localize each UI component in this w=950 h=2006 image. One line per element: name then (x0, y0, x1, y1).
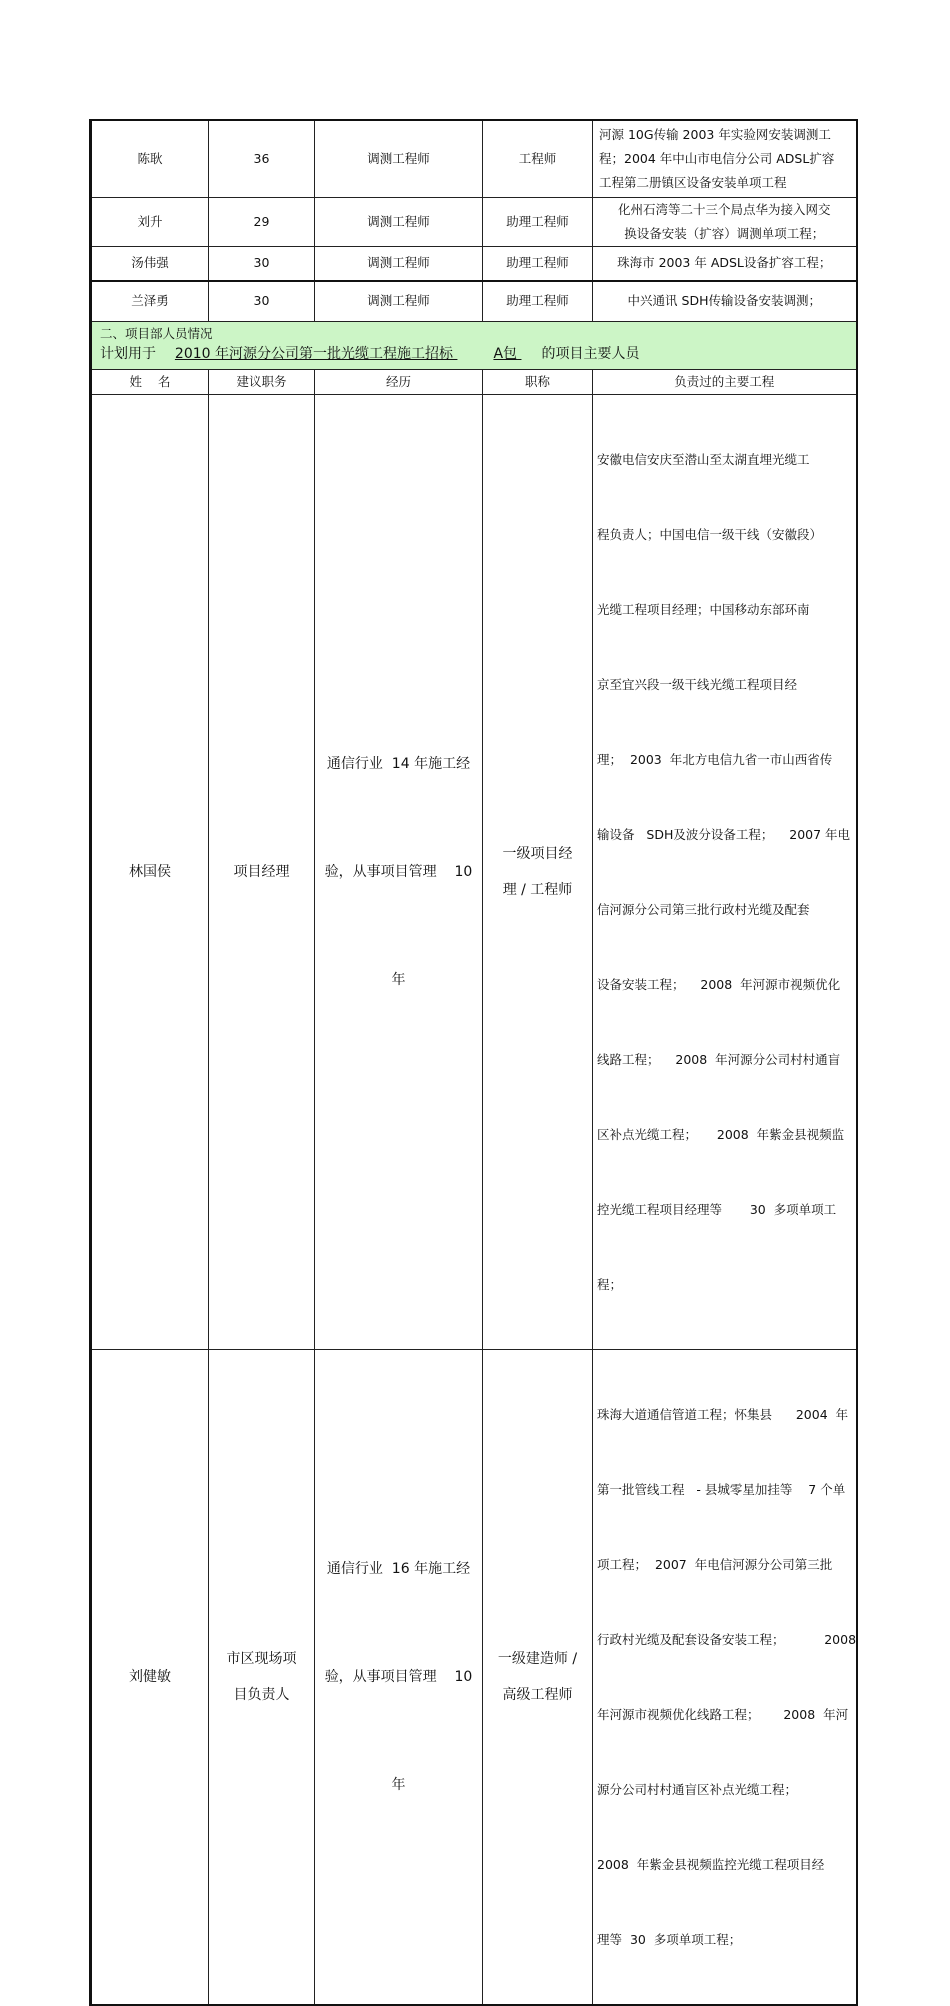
staff-name: 刘升 (91, 197, 209, 246)
role-line: 目负责人 (233, 1686, 290, 1703)
project-line: 行政村光缆及配套设备安装工程； 2008 (597, 1631, 857, 1647)
manager-projects (593, 1349, 857, 2005)
role-line: 项目经理 (233, 863, 290, 880)
experience-line: 年 (391, 971, 406, 988)
section-title: 二、项目部人员情况 (100, 326, 213, 341)
project-line: 年河源市视频优化线路工程； 2008 年河 (597, 1706, 849, 1722)
plan-suffix: 的项目主要人员 (541, 346, 640, 362)
experience-line: 年 (391, 1776, 406, 1793)
manager-experience (315, 394, 483, 1349)
staff-age: 36 (209, 120, 315, 197)
staff-projects (593, 246, 857, 281)
project-line: 设备安装工程； 2008 年河源市视频优化 (597, 976, 841, 992)
project-line: 换设备安装（扩容）调测单项工程； (624, 225, 825, 241)
manager-name: 刘健敏 (91, 1349, 209, 2005)
project-line: 区补点光缆工程； 2008 年紫金县视频监 (597, 1126, 845, 1142)
table-row (91, 281, 857, 321)
header-experience: 经历 (315, 369, 483, 394)
experience-line: 通信行业 16 年施工经 (326, 1560, 471, 1577)
staff-position: 调测工程师 (315, 120, 483, 197)
project-line: 安徽电信安庆至潜山至太湖直埋光缆工 (597, 451, 810, 467)
project-line: 珠海大道通信管道工程；怀集县 2004 年 (597, 1406, 849, 1422)
column-header-row (91, 369, 857, 394)
table-row (91, 197, 857, 246)
project-line: 线路工程； 2008 年河源分公司村村通盲 (597, 1051, 841, 1067)
project-line: 源分公司村村通盲区补点光缆工程； (597, 1781, 798, 1797)
project-line: 程； (597, 1276, 623, 1292)
title-line: 一级建造师 / (497, 1650, 578, 1667)
project-line: 京至宜兴段一级干线光缆工程项目经 (597, 676, 798, 692)
manager-title (483, 394, 593, 1349)
section-header-row (91, 321, 857, 369)
staff-title: 工程师 (483, 120, 593, 197)
staff-position: 调测工程师 (315, 197, 483, 246)
table-row (91, 394, 857, 1349)
experience-line: 验，从事项目管理 10 (324, 1668, 473, 1685)
manager-projects (593, 394, 857, 1349)
manager-role (209, 1349, 315, 2005)
project-line: 信河源分公司第三批行政村光缆及配套 (597, 901, 810, 917)
project-line: 工程第二册镇区设备安装单项工程 (599, 174, 787, 190)
project-line: 第一批管线工程 - 县城零星加挂等 7 个单 (597, 1481, 846, 1497)
staff-projects (593, 120, 857, 197)
project-line: 光缆工程项目经理；中国移动东部环南 (597, 601, 810, 617)
project-line: 中兴通讯 SDH传输设备安装调测； (627, 293, 821, 309)
staff-projects (593, 281, 857, 321)
project-line: 河源 10G传输 2003 年实验网安装调测工 (599, 126, 831, 142)
manager-role (209, 394, 315, 1349)
role-line: 市区现场项 (226, 1650, 297, 1667)
staff-position: 调测工程师 (315, 281, 483, 321)
manager-experience (315, 1349, 483, 2005)
title-line: 理 / 工程师 (502, 881, 573, 898)
staff-projects (593, 197, 857, 246)
project-line: 控光缆工程项目经理等 30 多项单项工 (597, 1201, 837, 1217)
experience-line: 验，从事项目管理 10 (324, 863, 473, 880)
plan-prefix: 计划用于 (100, 346, 156, 362)
document-sheet (89, 119, 855, 2006)
staff-age: 29 (209, 197, 315, 246)
plan-line (92, 343, 856, 367)
table-row (91, 120, 857, 197)
project-line: 程；2004 年中山市电信分公司 ADSL扩容 (599, 150, 835, 166)
title-line: 高级工程师 (502, 1686, 573, 1703)
staff-name: 汤伟强 (91, 246, 209, 281)
header-name: 姓 名 (91, 369, 209, 394)
project-line: 项工程； 2007 年电信河源分公司第三批 (597, 1556, 833, 1572)
project-line: 输设备 SDH及波分设备工程； 2007 年电 (597, 826, 851, 842)
header-title: 职称 (483, 369, 593, 394)
plan-package: A包 (493, 346, 518, 362)
header-role: 建议职务 (209, 369, 315, 394)
table-row (91, 1349, 857, 2005)
project-line: 化州石湾等二十三个局点华为接入网交 (617, 201, 831, 217)
section-header (91, 321, 857, 369)
table-row (91, 246, 857, 281)
staff-title: 助理工程师 (483, 246, 593, 281)
manager-name: 林国侯 (91, 394, 209, 1349)
header-projects: 负责过的主要工程 (593, 369, 857, 394)
staff-name: 陈耿 (91, 120, 209, 197)
title-line: 一级项目经 (502, 845, 573, 862)
staff-name: 兰泽勇 (91, 281, 209, 321)
experience-line: 通信行业 14 年施工经 (326, 755, 471, 772)
project-line: 2008 年紫金县视频监控光缆工程项目经 (597, 1856, 825, 1872)
staff-title: 助理工程师 (483, 281, 593, 321)
project-line: 理； 2003 年北方电信九省一市山西省传 (597, 751, 833, 767)
plan-project: 2010 年河源分公司第一批光缆工程施工招标 (174, 346, 453, 362)
staff-title: 助理工程师 (483, 197, 593, 246)
manager-title (483, 1349, 593, 2005)
staff-table (89, 119, 858, 2006)
staff-age: 30 (209, 281, 315, 321)
staff-position: 调测工程师 (315, 246, 483, 281)
project-line: 程负责人；中国电信一级干线（安徽段） (597, 526, 823, 542)
project-line: 珠海市 2003 年 ADSL设备扩容工程； (617, 255, 832, 271)
staff-age: 30 (209, 246, 315, 281)
project-line: 理等 30 多项单项工程； (597, 1931, 742, 1947)
